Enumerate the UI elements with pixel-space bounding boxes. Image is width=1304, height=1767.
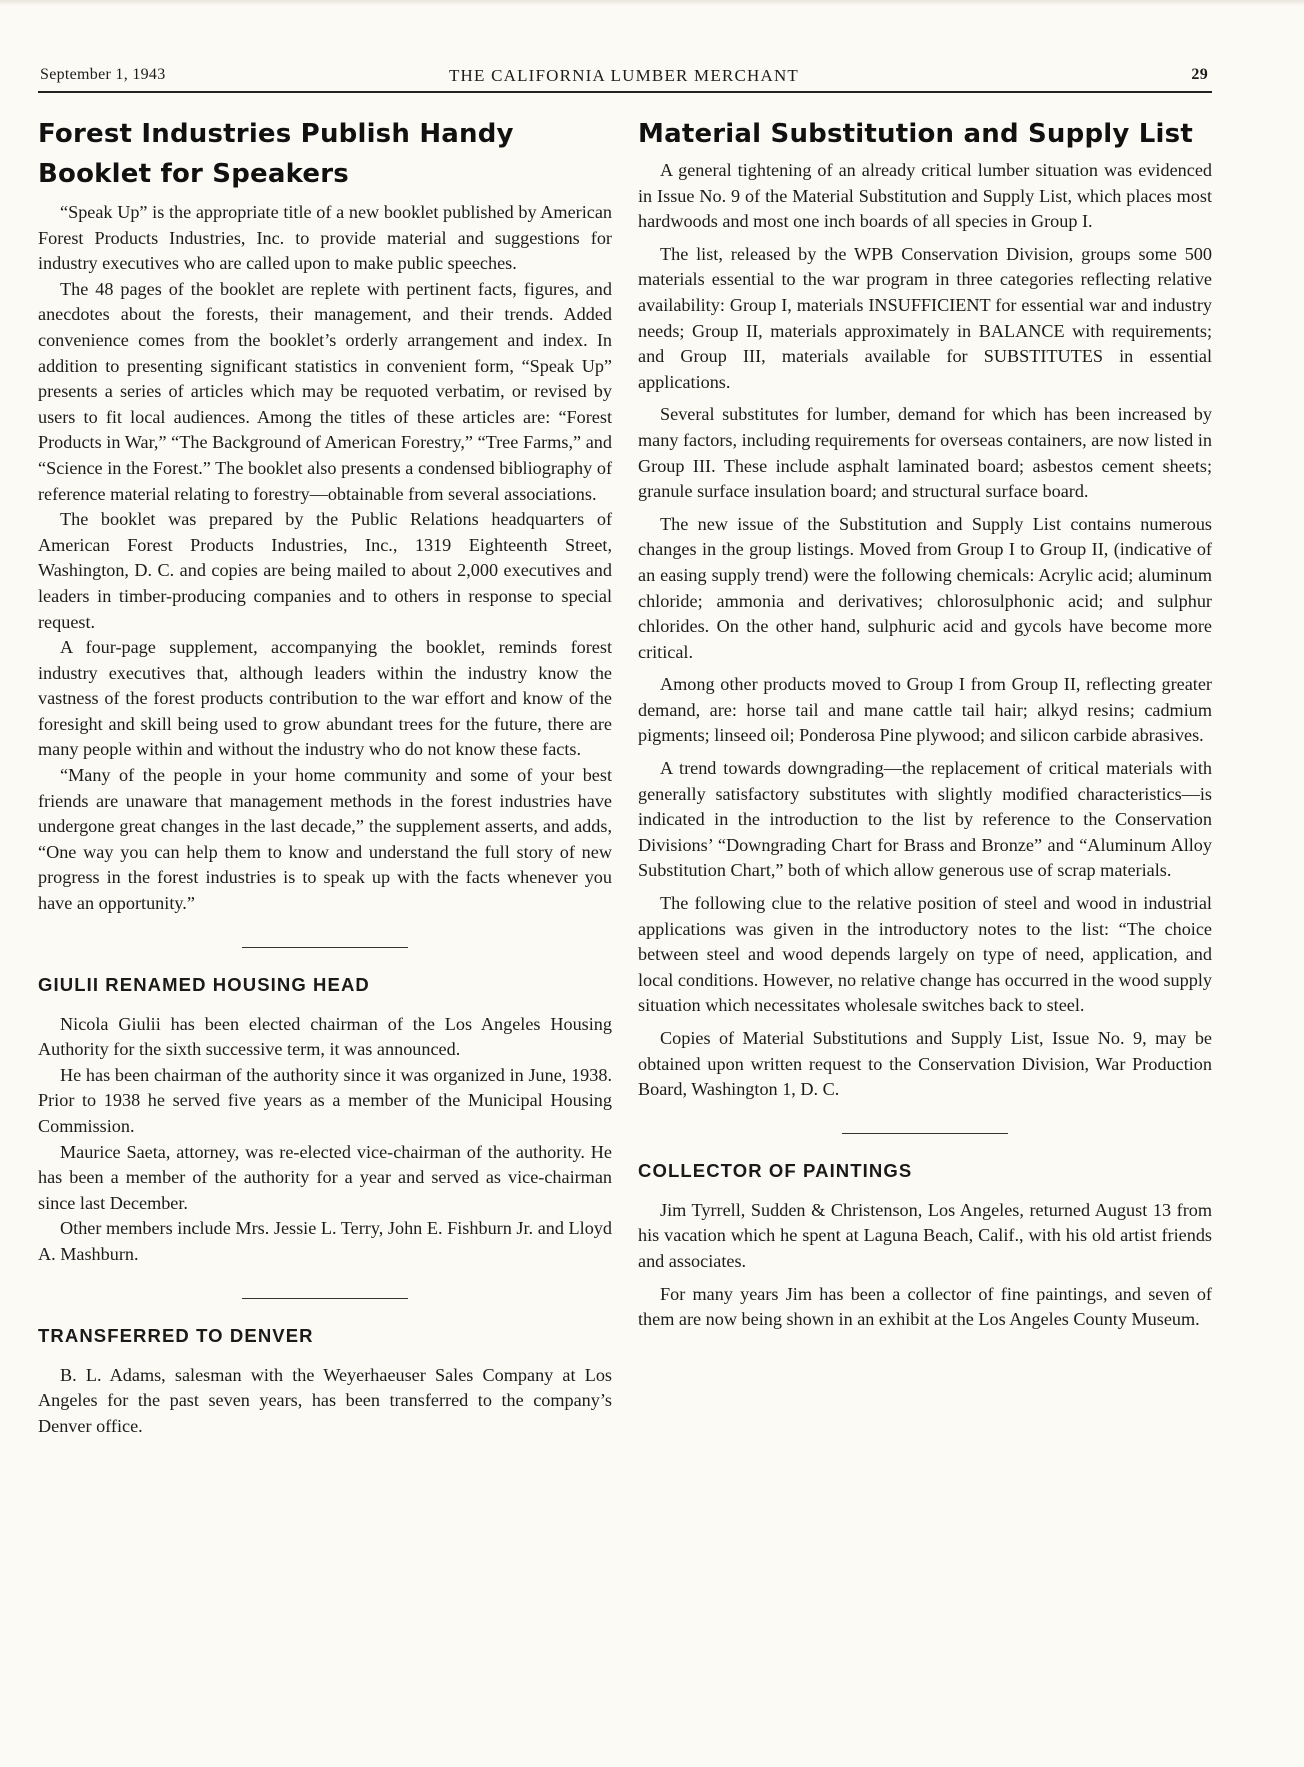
article-headline-collector: COLLECTOR OF PAINTINGS (638, 1159, 913, 1181)
page-top-edge (0, 0, 1304, 6)
paragraph: The following clue to the relative position of steel and wood in industrial applications was given in the introductory notes to the list: “The choice between steel and wood depends largely on type of need, application, and local conditions. However, no relative change has occurred in the wood supply situation which necessitates wholesale switches back to steel. (638, 893, 1212, 1016)
paragraph: He has been chairman of the authority since it was organized in June, 1938. Prior to 1938 he served five years as a member of the Municipal Housing Commission. (38, 1064, 612, 1136)
paragraph: The new issue of the Substitution and Supply List contains numerous changes in the group listings. Moved from Group I to Group II, (indicative of an easing supply trend) were the following chemicals: Acrylic acid; aluminum chloride; ammonia and derivatives; chlorosulphonic acid; and sulphur chlorides. On the other hand, sulphuric acid and gycols have become more critical. (638, 513, 1212, 662)
right-column (638, 114, 1212, 1333)
article-headline-material-substitution: Material Substitution and Supply List (638, 119, 1193, 149)
publication-title: THE CALIFORNIA LUMBER MERCHANT (448, 66, 800, 85)
left-column (38, 114, 612, 1439)
paragraph: The list, released by the WPB Conservation Division, groups some 500 materials essential to the war program in three categories reflecting relative availability: Group I, materials INSUFFICIENT for essential war and industry needs; Group II, materials approximately in BALANCE with requirements; and Group III, materials available for SUBSTITUTES in essential applications. (638, 243, 1212, 392)
paragraph: A general tightening of an already critical lumber situation was evidenced in Issue No. 9 of the Material Substitution and Supply List, which places most hardwoods and most one inch boards of all species in Group I. (638, 160, 1212, 232)
paragraph: Several substitutes for lumber, demand for which has been increased by many factors, including requirements for overseas containers, are now listed in Group III. These include asphalt laminated board; asbestos cement sheets; granule surface insulation board; and structural surface board. (638, 404, 1212, 502)
paragraph: The booklet was prepared by the Public Relations headquarters of American Forest Products Industries, Inc., 1319 Eighteenth Street, Washington, D. C. and copies are being mailed to about 2,000 executives and leaders in timber-producing companies and to others in response to special request. (38, 509, 612, 632)
running-header (38, 66, 1210, 88)
page-number: 29 (1191, 66, 1208, 83)
paragraph: For many years Jim has been a collector of fine paintings, and seven of them are now being shown in an exhibit at the Los Angeles County Museum. (638, 1283, 1212, 1330)
section-divider (842, 1133, 1008, 1134)
paragraph: “Speak Up” is the appropriate title of a new booklet published by American Forest Products Industries, Inc. to provide material and suggestions for industry executives who are called upon to make public speeches. (38, 202, 612, 274)
paragraph: B. L. Adams, salesman with the Weyerhaeuser Sales Company at Los Angeles for the past seven years, has been transferred to the company’s Denver office. (38, 1364, 612, 1436)
paragraph: Nicola Giulii has been elected chairman of the Los Angeles Housing Authority for the sixth successive term, it was announced. (38, 1013, 612, 1060)
article-headline-giulii: GIULII RENAMED HOUSING HEAD (38, 973, 370, 995)
paragraph: “Many of the people in your home community and some of your best friends are unaware that management methods in the forest industries have undergone great changes in the last decade,” the supplement asserts, and adds, “One way you can help them to know and understand the full story of new progress in the forest industries is to speak up with the facts whenever you have an opportunity.” (38, 765, 612, 914)
paragraph: A trend towards downgrading—the replacement of critical materials with generally satisfactory substitutes with slightly modified characteristics—is indicated in the introduction to the list by reference to the Conservation Divisions’ “Downgrading Chart for Brass and Bronze” and “Aluminum Alloy Substitution Chart,” both of which allow generous use of scrap materials. (638, 758, 1212, 881)
paragraph: A four-page supplement, accompanying the booklet, reminds forest industry executives that, although leaders within the industry know the vastness of the forest products contribution to the war effort and know of the foresight and skill being used to grow abundant trees for the future, there are many people within and without the industry who do not know these facts. (38, 637, 612, 760)
paragraph: Jim Tyrrell, Sudden & Christenson, Los Angeles, returned August 13 from his vacation which he spent at Laguna Beach, Calif., with his old artist friends and associates. (638, 1199, 1212, 1271)
section-divider (242, 947, 408, 948)
paragraph: Maurice Saeta, attorney, was re-elected vice-chairman of the authority. He has been a member of the authority for a year and served as vice-chairman since last December. (38, 1141, 612, 1213)
paragraph: Copies of Material Substitutions and Supply List, Issue No. 9, may be obtained upon written request to the Conservation Division, War Production Board, Washington 1, D. C. (638, 1028, 1212, 1100)
section-divider (242, 1298, 408, 1299)
article-headline-denver: TRANSFERRED TO DENVER (38, 1324, 314, 1346)
issue-date: September 1, 1943 (40, 66, 166, 83)
paragraph: The 48 pages of the booklet are replete with pertinent facts, figures, and anecdotes about the forests, their management, and their trends. Added convenience comes from the booklet’s orderly arrangement and index. In addition to presenting significant statistics in convenient form, “Speak Up” presents a series of articles which may be requoted verbatim, or revised by users to fit local audiences. Among the titles of these articles are: “Forest Products in War,” “The Background of American Forestry,” “Tree Farms,” and “Science in the Forest.” The booklet also presents a condensed bibliography of reference material relating to forestry—obtainable from several associations. (38, 278, 612, 504)
article-headline-speakers-booklet: Forest Industries Publish Handy Booklet for Speakers (38, 119, 514, 189)
paragraph: Other members include Mrs. Jessie L. Terry, John E. Fishburn Jr. and Lloyd A. Mashburn. (38, 1218, 612, 1264)
paragraph: Among other products moved to Group I from Group II, reflecting greater demand, are: horse tail and mane cattle tail hair; alkyd resins; cadmium pigments; linseed oil; Ponderosa Pine plywood; and silicon carbide abrasives. (638, 674, 1212, 746)
header-rule (38, 91, 1212, 93)
